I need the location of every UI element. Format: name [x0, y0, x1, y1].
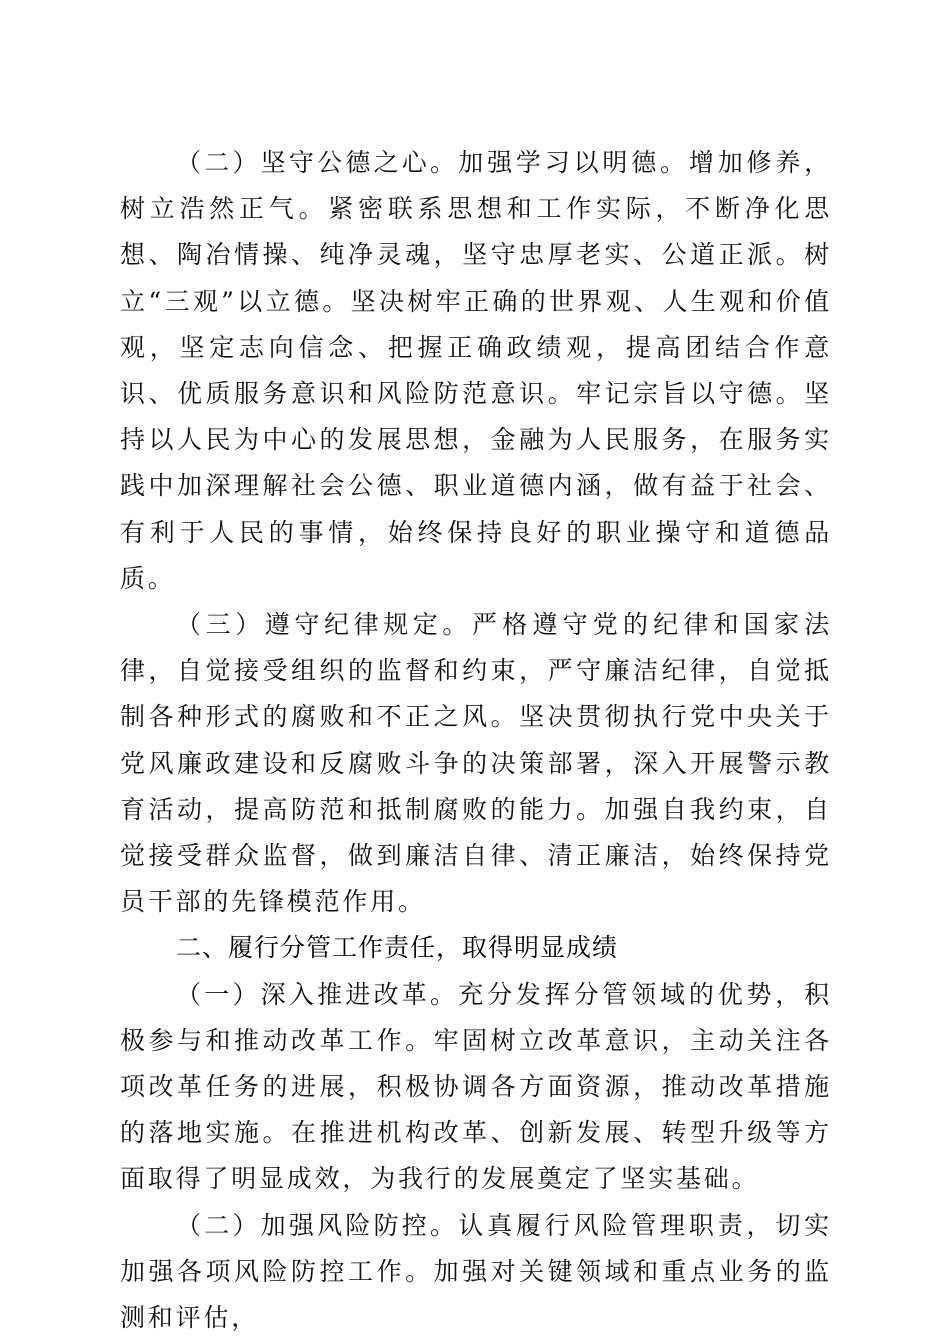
paragraph-risk-control [120, 1203, 832, 1342]
paragraph-lead: （二）坚守公德之心。 [176, 148, 459, 177]
document-body [120, 140, 832, 1341]
paragraph-text: 认真履行风险管理职责，切实加强各项风险防控工作。加强对关键领域和重点业务的监测和评估， [120, 1210, 832, 1333]
section-heading: 二、履行分管工作责任，取得明显成绩 [176, 933, 619, 963]
paragraph-reform [120, 972, 832, 1203]
paragraph-text: 严格遵守党的纪律和国家法律，自觉接受组织的监督和约束，严守廉洁纪律，自觉抵制各种形式的腐败和不正之风。坚决贯彻执行党中央关于党风廉政建设和反腐败斗争的决策部署，深入开展警示教育活动，提高防范和抵制腐败的能力。加强自我约束，自觉接受群众监督，做到廉洁自律、清正廉洁，始终保持党员干部的先锋模范作用。 [120, 610, 832, 917]
paragraph-lead: （三）遵守纪律规定。 [176, 610, 472, 640]
paragraph-text: 加强学习以明德。增加修养，树立浩然正气。紧密联系思想和工作实际，不断净化思想、陶冶情操、纯净灵魂，坚守忠厚老实、公道正派。树立“三观”以立德。坚决树牢正确的世界观、人生观和价值观，坚定志向信念、把握正确政绩观，提高团结合作意识、优质服务意识和风险防范意识。牢记宗旨以守德。坚持以人民为中心的发展思想，金融为人民服务，在服务实践中加深理解社会公德、职业道德内涵，做有益于社会、有利于人民的事情，始终保持良好的职业操守和道德品质。 [120, 148, 832, 593]
paragraph-text: 充分发挥分管领域的优势，积极参与和推动改革工作。牢固树立改革意识，主动关注各项改革任务的进展，积极协调各方面资源，推动改革措施的落地实施。在推进机构改革、创新发展、转型升级等方面取得了明显成效，为我行的发展奠定了坚实基础。 [120, 979, 832, 1194]
paragraph-discipline [120, 602, 832, 925]
paragraph-public-morality [120, 140, 832, 602]
paragraph-lead: （一）深入推进改革。 [176, 979, 459, 1009]
paragraph-lead: （二）加强风险防控。 [176, 1210, 459, 1240]
